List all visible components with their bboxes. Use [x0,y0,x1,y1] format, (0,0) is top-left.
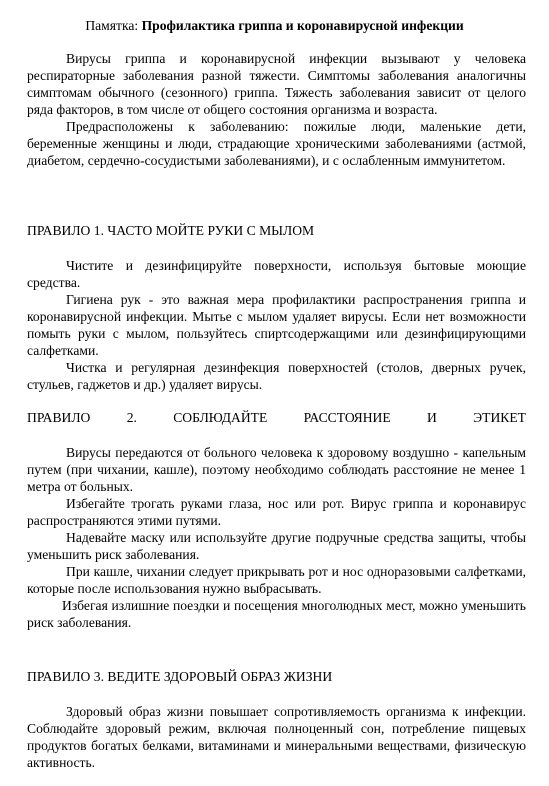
rule-1-paragraph: Чистка и регулярная дезинфекция поверхностей (столов, дверных ручек, стульев, гаджетов и др.) удаляет вирусы. [27,360,526,392]
rule-3-heading: ПРАВИЛО 3. ВЕДИТЕ ЗДОРОВЫЙ ОБРАЗ ЖИЗНИ [27,669,333,684]
rule-2-heading-word: ПРАВИЛО [27,410,91,425]
intro-paragraph: Предрасположены к заболеванию: пожилые люди, маленькие дети, беременные женщины и люди, страдающие хроническими заболеваниями (астмой, диабетом, сердечно-сосудистыми заболеваниями), и с ослабленным иммунитетом. [27,119,526,168]
rule-2-section [27,444,526,631]
rule-3-section [27,703,526,771]
rule-2-paragraph: Избегая излишние поездки и посещения многолюдных мест, можно уменьшить риск заболевания. [27,598,526,630]
rule-1-heading: ПРАВИЛО 1. ЧАСТО МОЙТЕ РУКИ С МЫЛОМ [27,223,315,238]
rule-2-heading-word: И [427,410,437,425]
rule-2-paragraph: Вирусы передаются от больного человека к здоровому воздушно - капельным путем (при чихании, кашле), поэтому необходимо соблюдать расстояние не менее 1 метра от больных. [27,445,526,494]
rule-1-paragraph: Гигиена рук - это важная мера профилактики распространения гриппа и коронавирусной инфекции. Мытье с мылом удаляет вирусы. Если нет возможности помыть руки с мылом, пользуйтесь спиртсодержащими или дезинфицирующими салфетками. [27,292,526,358]
rule-2-paragraph: При кашле, чихании следует прикрывать рот и нос одноразовыми салфетками, которые после использования нужно выбрасывать. [27,564,526,596]
intro-section [27,50,526,169]
memo-title [0,17,549,34]
rule-2-paragraph: Избегайте трогать руками глаза, нос или рот. Вирус гриппа и коронавирус распространяются этими путями. [27,496,526,528]
intro-paragraph: Вирусы гриппа и коронавирусной инфекции вызывают у человека респираторные заболевания разной тяжести. Симптомы заболевания аналогичны симптомам обычного (сезонного) гриппа. Тяжесть заболевания зависит от целого ряда факторов, в том числе от общего состояния организма и возраста. [27,51,526,117]
rule-2-heading-word: СОБЛЮДАЙТЕ [173,410,268,425]
rule-1-section [27,257,526,393]
rule-2-heading-word: РАССТОЯНИЕ [303,410,391,425]
rule-2-heading-word: ЭТИКЕТ [473,410,526,425]
rule-1-paragraph: Чистите и дезинфицируйте поверхности, используя бытовые моющие средства. [27,258,526,290]
rule-2-heading-word: 2. [126,410,137,425]
memo-prefix: Памятка: [85,18,142,33]
memo-title-text: Профилактика гриппа и коронавирусной инфекции [141,18,464,33]
rule-2-heading [27,409,526,426]
rule-3-paragraph: Здоровый образ жизни повышает сопротивляемость организма к инфекции. Соблюдайте здоровый режим, включая полноценный сон, потребление пищевых продуктов богатых белками, витаминами и минеральными веществами, физическую активность. [27,704,526,770]
rule-2-paragraph: Надевайте маску или используйте другие подручные средства защиты, чтобы уменьшить риск заболевания. [27,530,526,562]
